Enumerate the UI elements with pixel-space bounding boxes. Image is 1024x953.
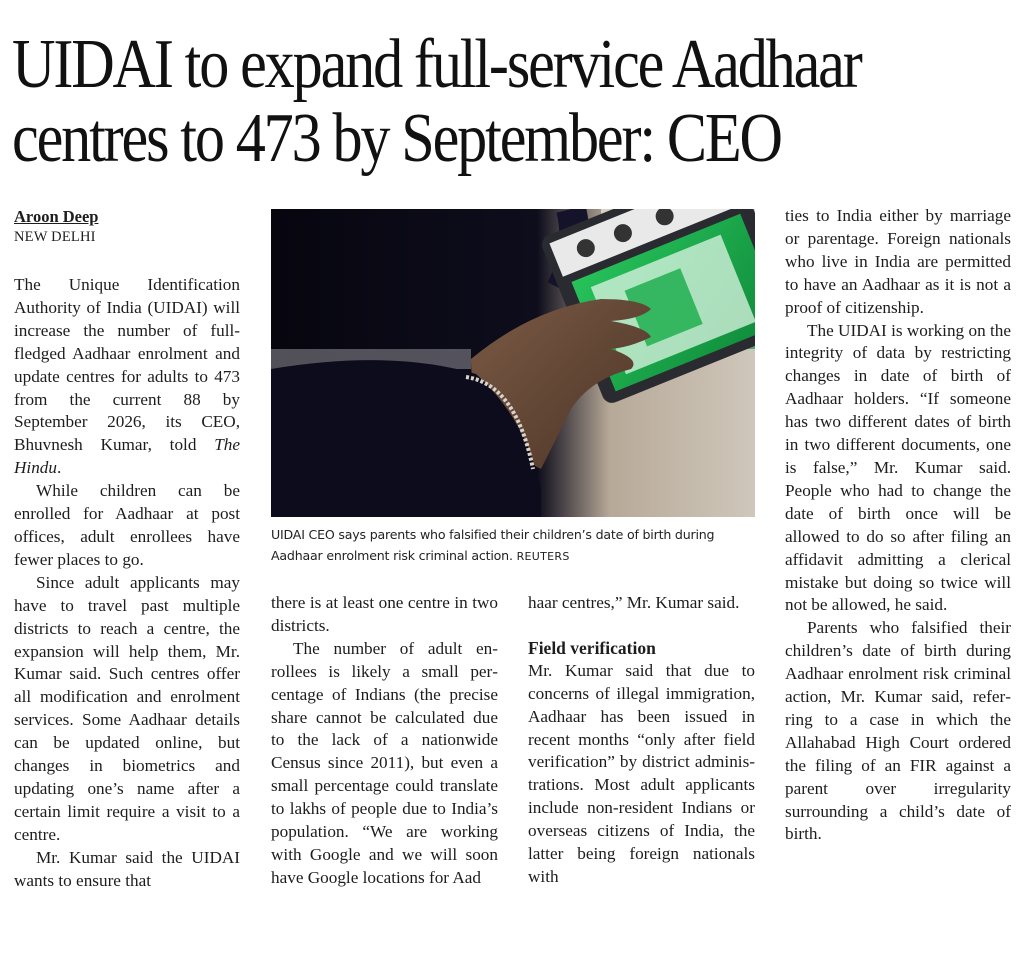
paragraph-6: Mr. Kumar said that due to concerns of illegal immigration, Aadhaar has been issued in recent months “only after field verification” by district administrations. Most adult applicants include non-resident Indians or overseas citizens of India, the latter being foreign nationals with — [528, 660, 755, 886]
caption-text: UIDAI CEO says parents who falsified their children’s date of birth during Aadhaar enrolment risk criminal action. — [271, 527, 715, 563]
subheading: Field verification — [528, 637, 656, 658]
paragraph-4-start: Mr. Kumar said the UIDAI wants to ensure that — [14, 847, 240, 890]
article-photo — [271, 209, 755, 517]
dateline: NEW DELHI — [14, 229, 96, 245]
paragraph-1-end: . — [56, 458, 62, 478]
byline-author[interactable]: Aroon Deep — [14, 207, 99, 226]
paragraph-4-end: there is at least one centre in two districts. — [271, 593, 498, 635]
paragraph-5: The number of adult enrollees is likely a small percentage of Indians (the precise share cannot be calculated due to the lack of a nationwide Census since 2011), but even a small percentage could translate to lakhs of people due to India’s population. “We are working with Google and we will soon have Google locations for Aad — [271, 638, 498, 887]
paragraph-8: Parents who falsified their children’s date of birth during Aadhaar enrolment risk criminal action, Mr. Kumar said, referring to a case in which the Allahabad High Court ordered the filing of an FIR against a parent over irregularity surrounding a child’s date of birth. — [785, 618, 1011, 844]
article-column-4 — [785, 205, 1011, 846]
paragraph-1-text: The Unique Identification Authority of India (UIDAI) will increase the number of full-fledged Aadhaar enrolment and update centres for adults to 473 from the current 88 by September 2026, its CEO, Bhuvnesh Kumar, told — [14, 275, 240, 455]
headline-line-1: UIDAI to expand full-service Aadhaar — [12, 26, 861, 103]
photo-caption — [271, 524, 761, 567]
headline — [12, 28, 872, 176]
paragraph-1 — [14, 274, 240, 480]
photo-credit: REUTERS — [516, 550, 570, 563]
paragraph-3: Since adult applicants may have to travel past multiple districts to reach a centre, the expansion will help them, Mr. Kumar said. Such centres offer all modification and enrolment services. Some Aadhaar details can be updated online, but changes in biometrics and updating one’s name after a certain limit require a visit to a centre. — [14, 572, 240, 844]
article-column-3 — [528, 592, 755, 889]
paragraph-6-end: ties to India either by marriage or parentage. Foreign nationals who live in India are permitted to have an Aadhaar as it is not a proof of citizenship. — [785, 206, 1011, 317]
headline-line-2: centres to 473 by September: CEO — [12, 100, 781, 177]
article-column-2 — [271, 592, 498, 890]
paragraph-2: While children can be enrolled for Aadhaar at post offices, adult enrollees have fewer places to go. — [14, 481, 240, 569]
paragraph-7: The UIDAI is working on the integrity of data by restricting changes in date of birth of Aadhaar holders. “If someone has two different dates of birth in two different documents, one is false,” Mr. Kumar said. People who had to change the date of birth once will be allowed to do so after filing an affidavit admitting a clerical mistake but doing so twice will not be allowed, he said. — [785, 320, 1011, 615]
publication-name: The Hindu — [14, 435, 240, 478]
article-column-1 — [14, 205, 240, 892]
paragraph-5-end: haar centres,” Mr. Kumar said. — [528, 593, 740, 612]
biometric-scanner-photo — [271, 209, 755, 517]
